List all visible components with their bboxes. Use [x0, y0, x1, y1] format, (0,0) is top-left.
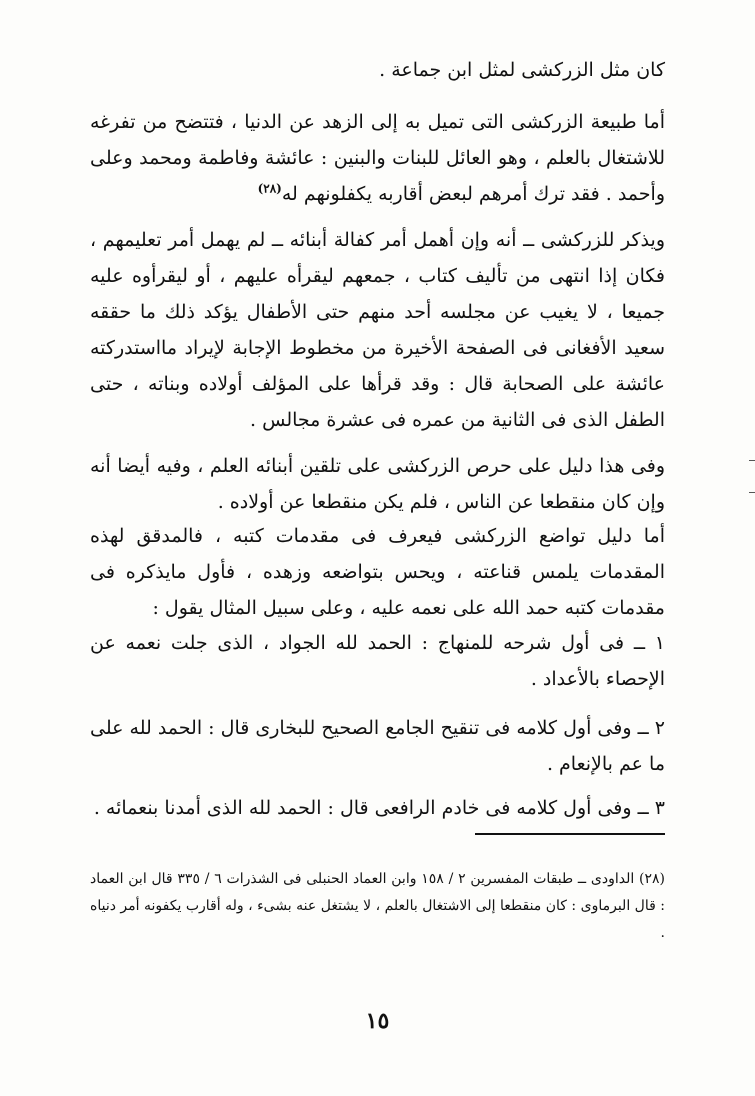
- scan-edge-mark: [749, 460, 755, 461]
- paragraph-children-education: ويذكر للزركشى ــ أنه وإن أهمل أمر كفالة أبنائه ــ لم يهمل أمر تعليمهم ، فكان إذا انتهى من تأليف كتاب ، جمعهم ليقرأه عليهم ، أو ليقرأوه عليه جميعا ، لا يغيب عن مجلسه أحد منهم حتى الأطفال يؤكد ذلك ما حققه سعيد الأفغانى فى الصفحة الأخيرة من مخطوط الإجابة لإيراد مااستدركته عائشة على الصحابة قال : وقد قرأها على المؤلف أولاده وبناته ، حتى الطفل الذى فى الثانية من عمره فى عشرة مجالس .: [90, 229, 665, 431]
- scan-edge-mark: [749, 492, 755, 493]
- list-item-3: ٣ ــ وفى أول كلامه فى خادم الرافعى قال : الحمد لله الذى أمدنا بنعمائه .: [93, 797, 665, 819]
- paragraph-asceticism: [90, 104, 665, 212]
- footnote-text: (٢٨) الداودى ــ طبقات المفسرين ٢ / ١٥٨ وابن العماد الحنبلى فى الشذرات ٦ / ٣٣٥ قال ابن العماد : قال البرماوى : كان منقطعا إلى الاشتغال بالعلم ، لا يشتغل عنه بشىء ، وله أقارب يكفونه أمر دنياه .: [90, 871, 665, 941]
- paragraph-asceticism-text: أما طبيعة الزركشى التى تميل به إلى الزهد عن الدنيا ، فتتضح من تفرغه للاشتغال بالعلم ، وهو العائل للبنات والبنين : عائشة وفاطمة ومحمد وعلى وأحمد . فقد ترك أمرهم لبعض أقاربه يكفلونهم له: [90, 111, 665, 205]
- footnote-divider: [475, 833, 665, 835]
- footnote-reference[interactable]: (٢٨): [257, 181, 282, 196]
- page-number: ١٥: [365, 1008, 390, 1034]
- paragraph-opening-line: كان مثل الزركشى لمثل ابن جماعة .: [379, 59, 665, 81]
- paragraph-humility: أما دليل تواضع الزركشى فيعرف فى مقدمات كتبه ، فالمدقق لهذه المقدمات يلمس قناعته ، ويحس بتواضعه وزهده ، فأول مايذكره فى مقدمات كتبه حمد الله على نعمه عليه ، وعلى سبيل المثال يقول :: [90, 525, 665, 619]
- list-item-1: ١ ــ فى أول شرحه للمنهاج : الحمد لله الجواد ، الذى جلت نعمه عن الإحصاء بالأعداد .: [90, 632, 665, 690]
- paragraph-evidence: وفى هذا دليل على حرص الزركشى على تلقين أبنائه العلم ، وفيه أيضا أنه وإن كان منقطعا عن الناس ، فلم يكن منقطعا عن أولاده .: [90, 455, 665, 513]
- list-item-2: ٢ ــ وفى أول كلامه فى تنقيح الجامع الصحيح للبخارى قال : الحمد لله على ما عم بالإنعام .: [90, 717, 665, 775]
